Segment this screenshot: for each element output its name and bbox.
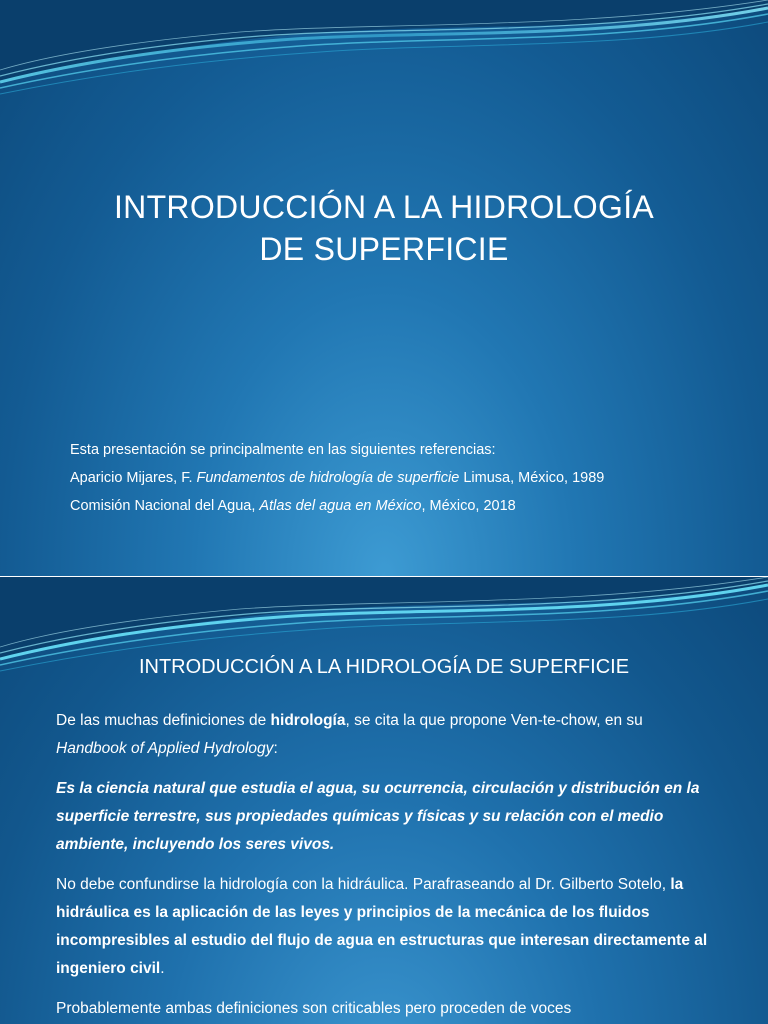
paragraph-definition: Es la ciencia natural que estudia el agua, su ocurrencia, circulación y distribución en la superficie terrestre, sus propiedades químicas y físicas y su relación con el medio ambiente, incluyendo los seres vivos. bbox=[56, 780, 700, 853]
term-hidrologia: hidrología bbox=[270, 712, 346, 729]
paragraph-intro bbox=[56, 707, 712, 763]
hidraulica-definition: la hidráulica es la aplicación de las leyes y principios de la mecánica de los fluidos incompresibles al estudio del flujo de agua en estructuras que interesan directamente al ingeniero civil bbox=[56, 876, 708, 977]
ref-book-title: Atlas del agua en México bbox=[259, 498, 422, 514]
references-intro: Esta presentación se principalmente en las siguientes referencias: bbox=[70, 442, 496, 458]
title-line-2: DE SUPERFICIE bbox=[259, 231, 509, 267]
ref-publisher: Limusa, México, 1989 bbox=[459, 470, 605, 486]
references bbox=[70, 436, 750, 520]
slide-definitions bbox=[0, 577, 768, 1024]
text-run: No debe confundirse la hidrología con la hidráulica. Parafraseando al Dr. Gilberto Sotelo, bbox=[56, 876, 671, 893]
title-line-1: INTRODUCCIÓN A LA HIDROLOGÍA bbox=[113, 189, 655, 225]
wave-decoration bbox=[0, 0, 768, 100]
ref-publisher: , México, 2018 bbox=[421, 498, 516, 514]
slide-body bbox=[56, 707, 712, 1024]
reference-aparicio bbox=[70, 464, 750, 492]
text-run: , se cita la que propone Ven-te-chow, en su bbox=[345, 712, 643, 729]
book-title: Handbook of Applied Hydrology bbox=[56, 740, 274, 757]
slide-title-heading bbox=[0, 186, 768, 270]
paragraph-hidraulica bbox=[56, 871, 712, 983]
paragraph-conclusion: Probablemente ambas definiciones son criticables pero proceden de voces bbox=[56, 1000, 572, 1017]
text-run: : bbox=[273, 740, 278, 757]
ref-author: Comisión Nacional del Agua, bbox=[70, 498, 260, 514]
slide-heading: INTRODUCCIÓN A LA HIDROLOGÍA DE SUPERFICIE bbox=[138, 656, 630, 678]
text-run: . bbox=[160, 960, 165, 977]
reference-conagua bbox=[70, 492, 750, 520]
ref-book-title: Fundamentos de hidrología de superficie bbox=[196, 470, 460, 486]
ref-author: Aparicio Mijares, F. bbox=[70, 470, 197, 486]
text-run: De las muchas definiciones de bbox=[56, 712, 271, 729]
